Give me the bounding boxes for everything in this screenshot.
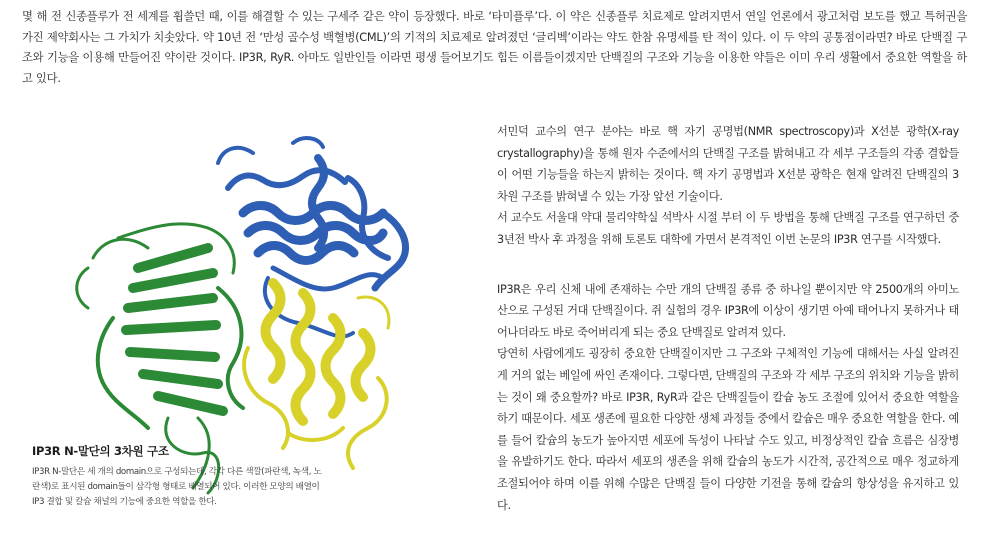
figure-caption-text: IP3R N-말단은 세 개의 domain으로 구성되는데, 각각 다른 색깔(파란색, 녹색, 노란색)로 표시된 domain들이 삼각형 형태로 배열되어 있다. 이러한 모양의 배열이 IP3 결합 및 칼슘 채널의 기능에 중요한 역할을 한다. bbox=[32, 467, 322, 507]
right-paragraph-1: 서민덕 교수의 연구 분야는 바로 핵 자기 공명법(NMR spectroscopy)과 X선분 광학(X-ray crystallography)을 통해 원자 수준에서의 단백질 구조를 밝혀내고 각 세부 구조들의 각종 결합들이 어떤 기능들을 하는지 밝히는 것이다. 핵 자기 공명법과 X선분 광학은 현재 알려진 단백질의 3차원 구조를 밝혀낼 수 있는 가장 앞선 기술이다. bbox=[497, 125, 959, 203]
figure-title: IP3R N-말단의 3차원 구조 bbox=[32, 444, 169, 458]
paragraph-spacer bbox=[497, 251, 959, 279]
right-paragraph-4: 당연히 사람에게도 굉장히 중요한 단백질이지만 그 구조와 구체적인 기능에 대해서는 사실 알려진 게 거의 없는 베일에 싸인 존재이다. 그렇다면, 단백질의 구조와 각 세부 구조의 위치와 기능을 밝히는 것이 왜 중요할까? 바로 IP3R, RyR과 같은 단백질들이 칼슘 농도 조절에 있어서 중요한 역할을 하기 때문이다. 세포 생존에 필요한 다양한 생체 과정들 중에서 칼슘은 매우 중요한 역할을 한다. 예를 들어 칼슘의 농도가 높아지면 세포에 독성이 나타날 수도 있고, 비정상적인 칼슘 흐름은 심장병을 유발하기도 한다. 따라서 세포의 생존을 위해 칼슘의 농도가 시간적, 공간적으로 매우 정교하게 조절되어야 하며 이를 위해 수많은 단백질 들이 다양한 기전을 통해 칼슘의 항상성을 유지하고 있다. bbox=[497, 347, 959, 512]
right-column-text bbox=[497, 121, 959, 516]
figure-caption bbox=[32, 443, 322, 509]
protein-structure-figure bbox=[18, 118, 478, 538]
yellow-domain bbox=[244, 283, 389, 468]
right-paragraph-2: 서 교수도 서울대 약대 물리약학실 석박사 시절 부터 이 두 방법을 통해 단백질 구조를 연구하던 중 3년전 박사 후 과정을 위해 토론토 대학에 가면서 본격적인 이번 논문의 IP3R 연구를 시작했다. bbox=[497, 211, 959, 246]
right-paragraph-3: IP3R은 우리 신체 내에 존재하는 수만 개의 단백질 종류 중 하나일 뿐이지만 약 2500개의 아미노산으로 구성된 거대 단백질이다. 쥐 실험의 경우 IP3R에 이상이 생기면 아예 태어나지 못하거나 태어나더라도 바로 죽어버리게 되는 중요 단백질로 알려져 있다. bbox=[497, 282, 959, 339]
intro-paragraph: 몇 해 전 신종플루가 전 세계를 휩쓸던 때, 이를 해결할 수 있는 구세주 같은 약이 등장했다. 바로 ‘타미플루’다. 이 약은 신종플루 치료제로 알려지면서 연일 언론에서 광고처럼 보도를 했고 특허권을 가진 제약회사는 그 가치가 치솟았다. 약 10년 전 ‘만성 골수성 백혈병(CML)’의 기적의 치료제로 알려졌던 ‘글리벡’이라는 약도 한참 유명세를 탄 적이 있다. 이 두 약의 공통점이라면? 바로 단백질 구조와 기능을 이용해 만들어진 약이란 것이다. IP3R, RyR. 아마도 일반인들 이라면 평생 들어보기도 힘든 이름들이겠지만 단백질의 구조와 기능을 이용한 약들은 이미 우리 생활에서 중요한 역할을 하고 있다. bbox=[22, 10, 967, 85]
